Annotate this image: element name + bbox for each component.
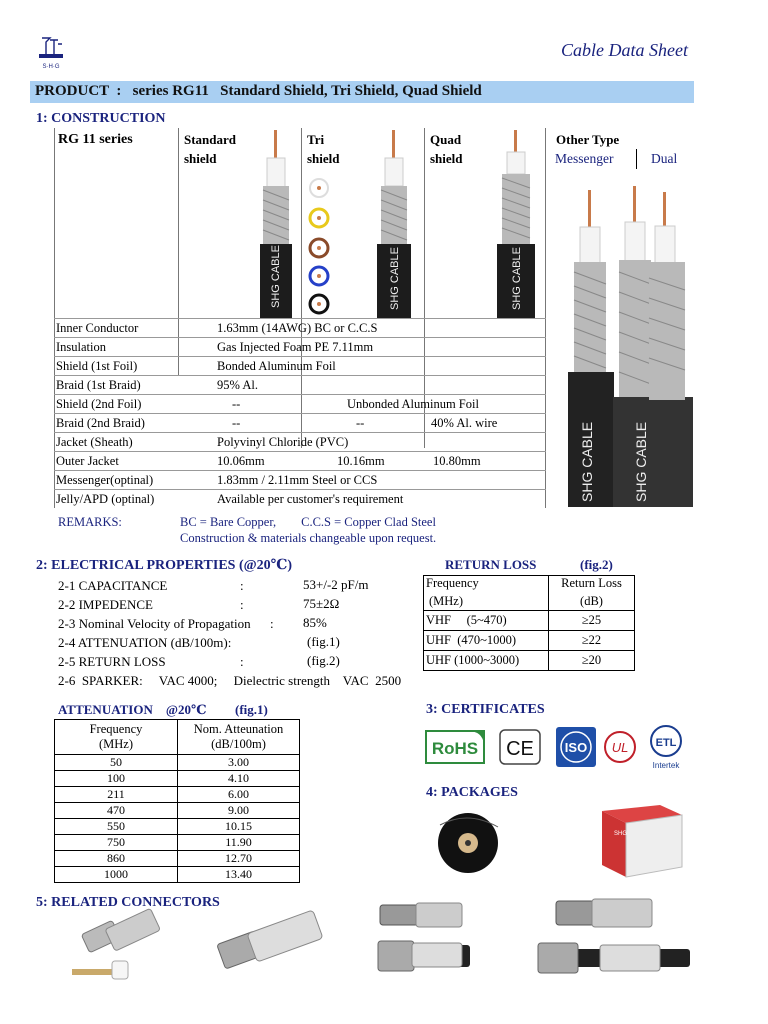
logo-text: S·H·G bbox=[42, 64, 60, 70]
quad-connector-image bbox=[378, 903, 470, 971]
tri-shield-cable-image bbox=[372, 128, 418, 318]
packages-heading: 4: PACKAGES bbox=[426, 785, 518, 800]
return-loss-fig: (fig.2) bbox=[580, 557, 613, 572]
jacket-print: SHG CABLE bbox=[270, 245, 282, 308]
svg-text:SHG CABLE: SHG CABLE bbox=[633, 421, 649, 502]
elec-item-name: 2-2 IMPEDENCE bbox=[58, 597, 153, 612]
elec-item-value: 53+/-2 pF/m bbox=[303, 577, 369, 592]
row-label: Braid (2nd Braid) bbox=[56, 416, 145, 430]
elec-item-name: 2-4 ATTENUATION (dB/100m): bbox=[58, 635, 232, 650]
col-tri-line1: Tri bbox=[307, 132, 325, 147]
construction-heading: 1: CONSTRUCTION bbox=[36, 111, 166, 126]
row-value-c: 10.80mm bbox=[433, 454, 481, 468]
messenger-label: Messenger bbox=[555, 151, 614, 166]
elec-item-sep: : bbox=[240, 654, 244, 669]
rl-header: Return Loss bbox=[561, 576, 622, 590]
remarks-line1: BC = Bare Copper, C.C.S = Copper Clad Steel bbox=[180, 515, 436, 529]
cable-reel-image bbox=[438, 813, 498, 873]
col-tri-line2: shield bbox=[307, 151, 340, 166]
dual-label: Dual bbox=[651, 151, 678, 166]
table-row: UHF (470~1000) ≥22 bbox=[424, 631, 635, 651]
electrical-heading: 2: ELECTRICAL PROPERTIES (@20℃) bbox=[36, 558, 293, 573]
construction-table bbox=[54, 128, 546, 508]
other-type-cables-image bbox=[560, 182, 698, 510]
etl-logo bbox=[651, 726, 681, 770]
svg-text:ISO: ISO bbox=[564, 740, 588, 755]
connector-images bbox=[60, 893, 720, 988]
row-value-b: 10.16mm bbox=[337, 454, 385, 468]
return-loss-table bbox=[423, 575, 635, 671]
row-value: 95% Al. bbox=[217, 378, 258, 392]
row-label: Braid (1st Braid) bbox=[56, 378, 141, 392]
company-logo bbox=[36, 36, 66, 72]
elec-item-value: 85% bbox=[303, 615, 327, 630]
elec-item-name: 2-1 CAPACITANCE bbox=[58, 578, 168, 593]
row-value: 1.83mm / 2.11mm Steel or CCS bbox=[217, 473, 378, 487]
elec-item-value: 75±2Ω bbox=[303, 596, 340, 611]
col-standard-line2: shield bbox=[184, 151, 217, 166]
table-row: 470 9.00 bbox=[55, 803, 300, 819]
row-value: Available per customer's requirement bbox=[217, 492, 404, 506]
return-loss-heading: RETURN LOSS bbox=[445, 557, 537, 572]
certificate-logos bbox=[424, 722, 694, 772]
connectors-heading: 5: RELATED CONNECTORS bbox=[36, 895, 220, 910]
series-name: RG 11 series bbox=[58, 132, 133, 147]
row-label: Shield (2nd Foil) bbox=[56, 397, 142, 411]
row-value-c: 40% Al. wire bbox=[431, 416, 498, 430]
row-value-b: -- bbox=[356, 416, 365, 430]
elec-item-sep: : bbox=[240, 597, 244, 612]
freq-unit: (MHz) bbox=[429, 594, 464, 608]
svg-text:Intertek: Intertek bbox=[652, 761, 680, 770]
table-row: 50 3.00 bbox=[55, 755, 300, 771]
svg-text:SHG CABLE: SHG CABLE bbox=[579, 421, 595, 502]
svg-text:UL: UL bbox=[611, 740, 629, 755]
svg-text:SHG CABLE: SHG CABLE bbox=[389, 247, 401, 310]
elec-item-value: (fig.1) bbox=[307, 634, 340, 649]
product-value: series RG11 Standard Shield, Tri Shield, Quad Shield bbox=[132, 83, 482, 99]
table-row: UHF (1000~3000) ≥20 bbox=[424, 651, 635, 671]
table-row: 860 12.70 bbox=[55, 851, 300, 867]
table-row: 1000 13.40 bbox=[55, 867, 300, 883]
row-value-a: 10.06mm bbox=[217, 454, 265, 468]
cable-cross-sections bbox=[304, 178, 334, 318]
quad-shield-cable-image bbox=[492, 128, 542, 318]
row-value: Bonded Aluminum Foil bbox=[217, 359, 336, 373]
row-value: 1.63mm (14AWG) BC or C.C.S bbox=[217, 321, 378, 335]
table-row: VHF (5~470) ≥25 bbox=[424, 611, 635, 631]
package-images bbox=[430, 805, 710, 885]
attenuation-table bbox=[54, 719, 300, 883]
row-label: Shield (1st Foil) bbox=[56, 359, 138, 373]
table-row: 750 11.90 bbox=[55, 835, 300, 851]
row-label: Jacket (Sheath) bbox=[56, 435, 133, 449]
svg-text:SHG: SHG bbox=[614, 831, 628, 837]
table-header-row: Frequency (MHz) Nom. Atteunation (dB/100m) bbox=[55, 720, 300, 755]
col-quad-line2: shield bbox=[430, 151, 463, 166]
sparker-line: 2-6 SPARKER: VAC 4000; Dielectric strength VAC 2500 bbox=[58, 673, 402, 688]
row-value: Polyvinyl Chloride (PVC) bbox=[217, 435, 349, 449]
rohs-logo bbox=[426, 731, 484, 763]
pin-connector-image bbox=[538, 899, 690, 973]
attenuation-fig: (fig.1) bbox=[235, 702, 268, 717]
compression-connector-image bbox=[217, 910, 323, 969]
iso-logo bbox=[556, 727, 596, 767]
ul-logo bbox=[605, 732, 635, 762]
rl-unit: (dB) bbox=[580, 594, 603, 608]
row-value-a: -- bbox=[232, 416, 241, 430]
table-header-row bbox=[424, 576, 635, 611]
elec-item-sep: : bbox=[240, 578, 244, 593]
svg-text:ETL: ETL bbox=[655, 737, 677, 749]
standard-shield-cable-image bbox=[254, 128, 300, 318]
certificates-heading: 3: CERTIFICATES bbox=[426, 702, 545, 717]
col-standard-line1: Standard bbox=[184, 132, 237, 147]
elec-item-sep: : bbox=[270, 616, 274, 631]
remarks-label: REMARKS: bbox=[58, 515, 122, 529]
remarks-line2: Construction & materials changeable upon request. bbox=[180, 531, 437, 545]
col-quad-line1: Quad bbox=[430, 132, 462, 147]
other-type-heading: Other Type bbox=[556, 132, 620, 147]
ce-logo bbox=[500, 730, 540, 764]
document-title: Cable Data Sheet bbox=[561, 40, 688, 60]
row-label: Inner Conductor bbox=[56, 321, 139, 335]
row-value-a: -- bbox=[232, 397, 241, 411]
row-label: Outer Jacket bbox=[56, 454, 119, 468]
svg-text:SHG CABLE: SHG CABLE bbox=[511, 247, 523, 310]
attenuation-heading: ATTENUATION @20℃ bbox=[58, 702, 207, 717]
elec-item-value: (fig.2) bbox=[307, 653, 340, 668]
product-banner bbox=[30, 81, 694, 103]
elec-item-name: 2-5 RETURN LOSS bbox=[58, 654, 166, 669]
f-connector-image bbox=[72, 908, 160, 979]
table-row: 100 4.10 bbox=[55, 771, 300, 787]
table-row: 550 10.15 bbox=[55, 819, 300, 835]
svg-text:CE: CE bbox=[506, 738, 534, 760]
cable-box-image bbox=[602, 805, 682, 877]
row-value-b: Unbonded Aluminum Foil bbox=[347, 397, 479, 411]
svg-text:RoHS: RoHS bbox=[431, 739, 479, 758]
row-label: Jelly/APD (optinal) bbox=[56, 492, 155, 506]
row-value: Gas Injected Foam PE 7.11mm bbox=[217, 340, 374, 354]
product-label: PRODUCT : bbox=[35, 83, 122, 99]
row-label: Messenger(optinal) bbox=[56, 473, 154, 487]
elec-item-name: 2-3 Nominal Velocity of Propagation bbox=[58, 616, 251, 631]
row-label: Insulation bbox=[56, 340, 106, 354]
table-row: 211 6.00 bbox=[55, 787, 300, 803]
freq-header: Frequency bbox=[426, 576, 479, 590]
